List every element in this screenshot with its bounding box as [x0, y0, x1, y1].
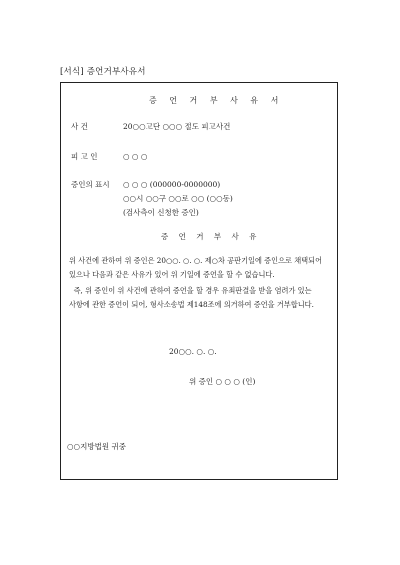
document-title: 증 언 거 부 사 유 서 — [149, 96, 284, 105]
witness-note-line: (검사측이 신청한 증인) — [123, 208, 199, 217]
case-value: 20○○고단 ○○○ 절도 피고사건 — [123, 122, 231, 131]
addressee-line: ○○지방법원 귀중 — [67, 442, 126, 451]
body-line-1: 위 사건에 관하여 위 증인은 20○○. ○. ○. 제○차 공판기일에 증인으로 채택되어 — [69, 256, 323, 265]
section-title: 증 언 거 부 사 유 — [161, 232, 261, 241]
defendant-value: ○ ○ ○ — [123, 152, 148, 161]
witness-address-line: ○○시 ○○구 ○○로 ○○ (○○동) — [123, 194, 233, 203]
date-line: 20○○. ○. ○. — [169, 347, 217, 356]
signer-line: 위 증인 ○ ○ ○ (인) — [189, 377, 256, 386]
defendant-label: 피 고 인 — [71, 152, 98, 161]
document-box — [60, 82, 338, 480]
case-label: 사 건 — [71, 122, 88, 131]
witness-name-line: ○ ○ ○ (000000-0000000) — [123, 180, 221, 189]
body-line-4: 사항에 관한 증언이 되어, 형사소송법 제148조에 의거하여 증언을 거부합니다. — [69, 300, 314, 309]
body-line-2: 있으나 다음과 같은 사유가 있어 위 기일에 증언을 할 수 없습니다. — [69, 270, 275, 279]
body-line-3: 즉, 위 증인이 위 사건에 관하여 증언을 할 경우 유죄판결을 받을 염려가 있는 — [69, 286, 312, 295]
witness-label: 증인의 표시 — [71, 180, 110, 189]
form-label: [서식] 증언거부사유서 — [60, 67, 146, 77]
